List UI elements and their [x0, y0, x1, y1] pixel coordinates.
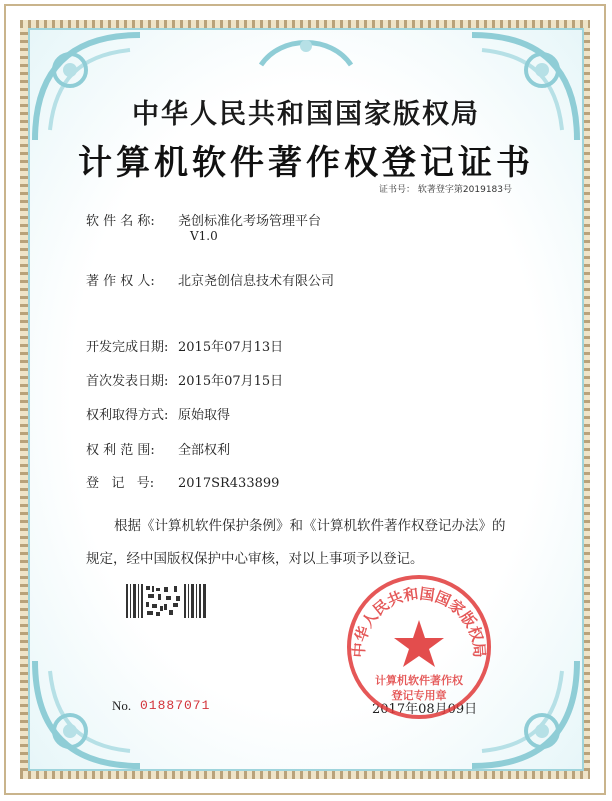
corner-flourish-top-left — [30, 30, 150, 150]
field-software-version: V1.0 — [190, 229, 218, 243]
field-value: 尧创标准化考场管理平台 — [178, 214, 322, 229]
field-dev-complete-date — [86, 336, 283, 355]
field-label: 软 件 名 称: — [86, 214, 155, 229]
certification-paragraph-line2: 规定，经中国版权保护中心审核，对以上事项予以登记。 — [86, 551, 424, 567]
certificate-title: 计算机软件著作权登记证书 — [78, 143, 534, 183]
field-value: 北京尧创信息技术有限公司 — [178, 274, 335, 289]
seal-line2: 登记专用章 — [391, 689, 447, 702]
field-copyright-owner — [86, 270, 334, 289]
field-rights-scope — [86, 439, 230, 458]
field-value: 全部权利 — [178, 443, 231, 458]
field-acquisition-method — [86, 404, 230, 423]
serial-number-label: No. — [112, 698, 132, 713]
field-software-name — [86, 210, 321, 229]
serial-number: 01887071 — [140, 698, 211, 713]
issuer-title: 中华人民共和国国家版权局 — [132, 99, 480, 130]
field-label: 权 利 范 围: — [86, 443, 155, 458]
certification-paragraph-line1: 根据《计算机软件保护条例》和《计算机软件著作权登记办法》的 — [114, 518, 506, 534]
field-label: 登 记 号: — [86, 476, 155, 491]
field-label: 著 作 权 人: — [86, 274, 155, 289]
official-red-seal — [344, 572, 494, 722]
field-registration-number — [86, 472, 279, 491]
field-label: 首次发表日期: — [86, 374, 169, 389]
field-value: 2017SR433899 — [178, 476, 280, 491]
corner-flourish-bottom-left — [30, 651, 150, 771]
field-value: 2015年07月15日 — [178, 374, 284, 389]
field-first-publish-date — [86, 370, 283, 389]
seal-star-icon — [394, 620, 444, 667]
corner-flourish-top-right — [462, 30, 582, 150]
field-value: 原始取得 — [178, 408, 231, 423]
field-label: 开发完成日期: — [86, 340, 169, 355]
seal-line1: 计算机软件著作权 — [375, 674, 463, 687]
seal-ring-text: 中华人民共和国国家版权局 — [349, 584, 489, 659]
top-crest-ornament — [256, 30, 356, 70]
certificate-number: 证书号： 软著登字第2019183号 — [379, 185, 512, 195]
field-label: 权利取得方式: — [86, 408, 169, 423]
qr-barcode — [126, 584, 208, 618]
issue-date: 2017年08月09日 — [372, 702, 478, 717]
field-value: 2015年07月13日 — [178, 340, 284, 355]
